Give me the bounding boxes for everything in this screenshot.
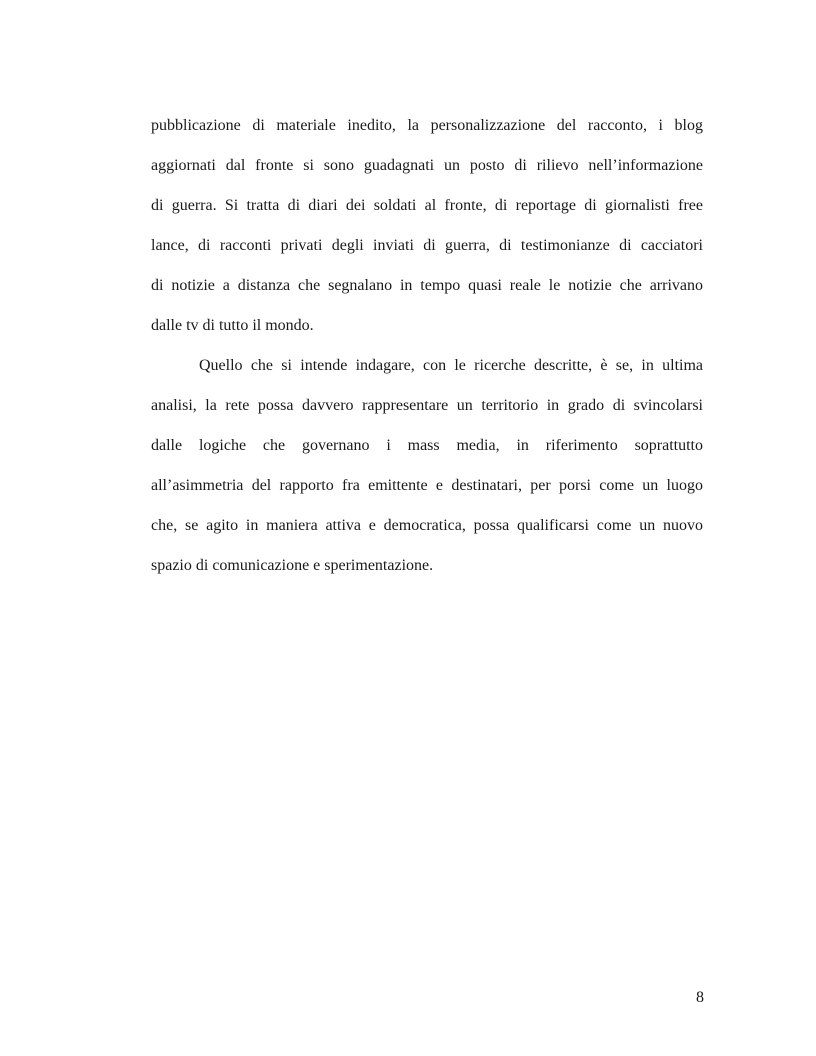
text-line: spazio di comunicazione e sperimentazione. bbox=[151, 557, 434, 574]
paragraph-1 bbox=[151, 106, 703, 346]
paragraph-2 bbox=[151, 346, 703, 586]
text-line: dalle tv di tutto il mondo. bbox=[151, 317, 314, 334]
text-line: che, se agito in maniera attiva e democratica, possa qualificarsi come un nuovo bbox=[151, 517, 703, 534]
text-line: di guerra. Si tratta di diari dei soldati al fronte, di reportage di giornalisti free bbox=[151, 197, 703, 214]
page-number: 8 bbox=[696, 989, 704, 1006]
text-line: pubblicazione di materiale inedito, la personalizzazione del racconto, i blog bbox=[151, 117, 703, 134]
text-line: dalle logiche che governano i mass media, in riferimento soprattutto bbox=[151, 437, 703, 454]
text-line: Quello che si intende indagare, con le ricerche descritte, è se, in ultima bbox=[199, 357, 703, 374]
text-line: di notizie a distanza che segnalano in tempo quasi reale le notizie che arrivano bbox=[151, 277, 703, 294]
text-line: aggiornati dal fronte si sono guadagnati un posto di rilievo nell’informazione bbox=[151, 157, 703, 174]
body-text bbox=[151, 106, 703, 586]
text-line: lance, di racconti privati degli inviati di guerra, di testimonianze di cacciatori bbox=[151, 237, 703, 254]
text-line: all’asimmetria del rapporto fra emittente e destinatari, per porsi come un luogo bbox=[151, 477, 703, 494]
text-line: analisi, la rete possa davvero rappresentare un territorio in grado di svincolarsi bbox=[151, 397, 703, 414]
